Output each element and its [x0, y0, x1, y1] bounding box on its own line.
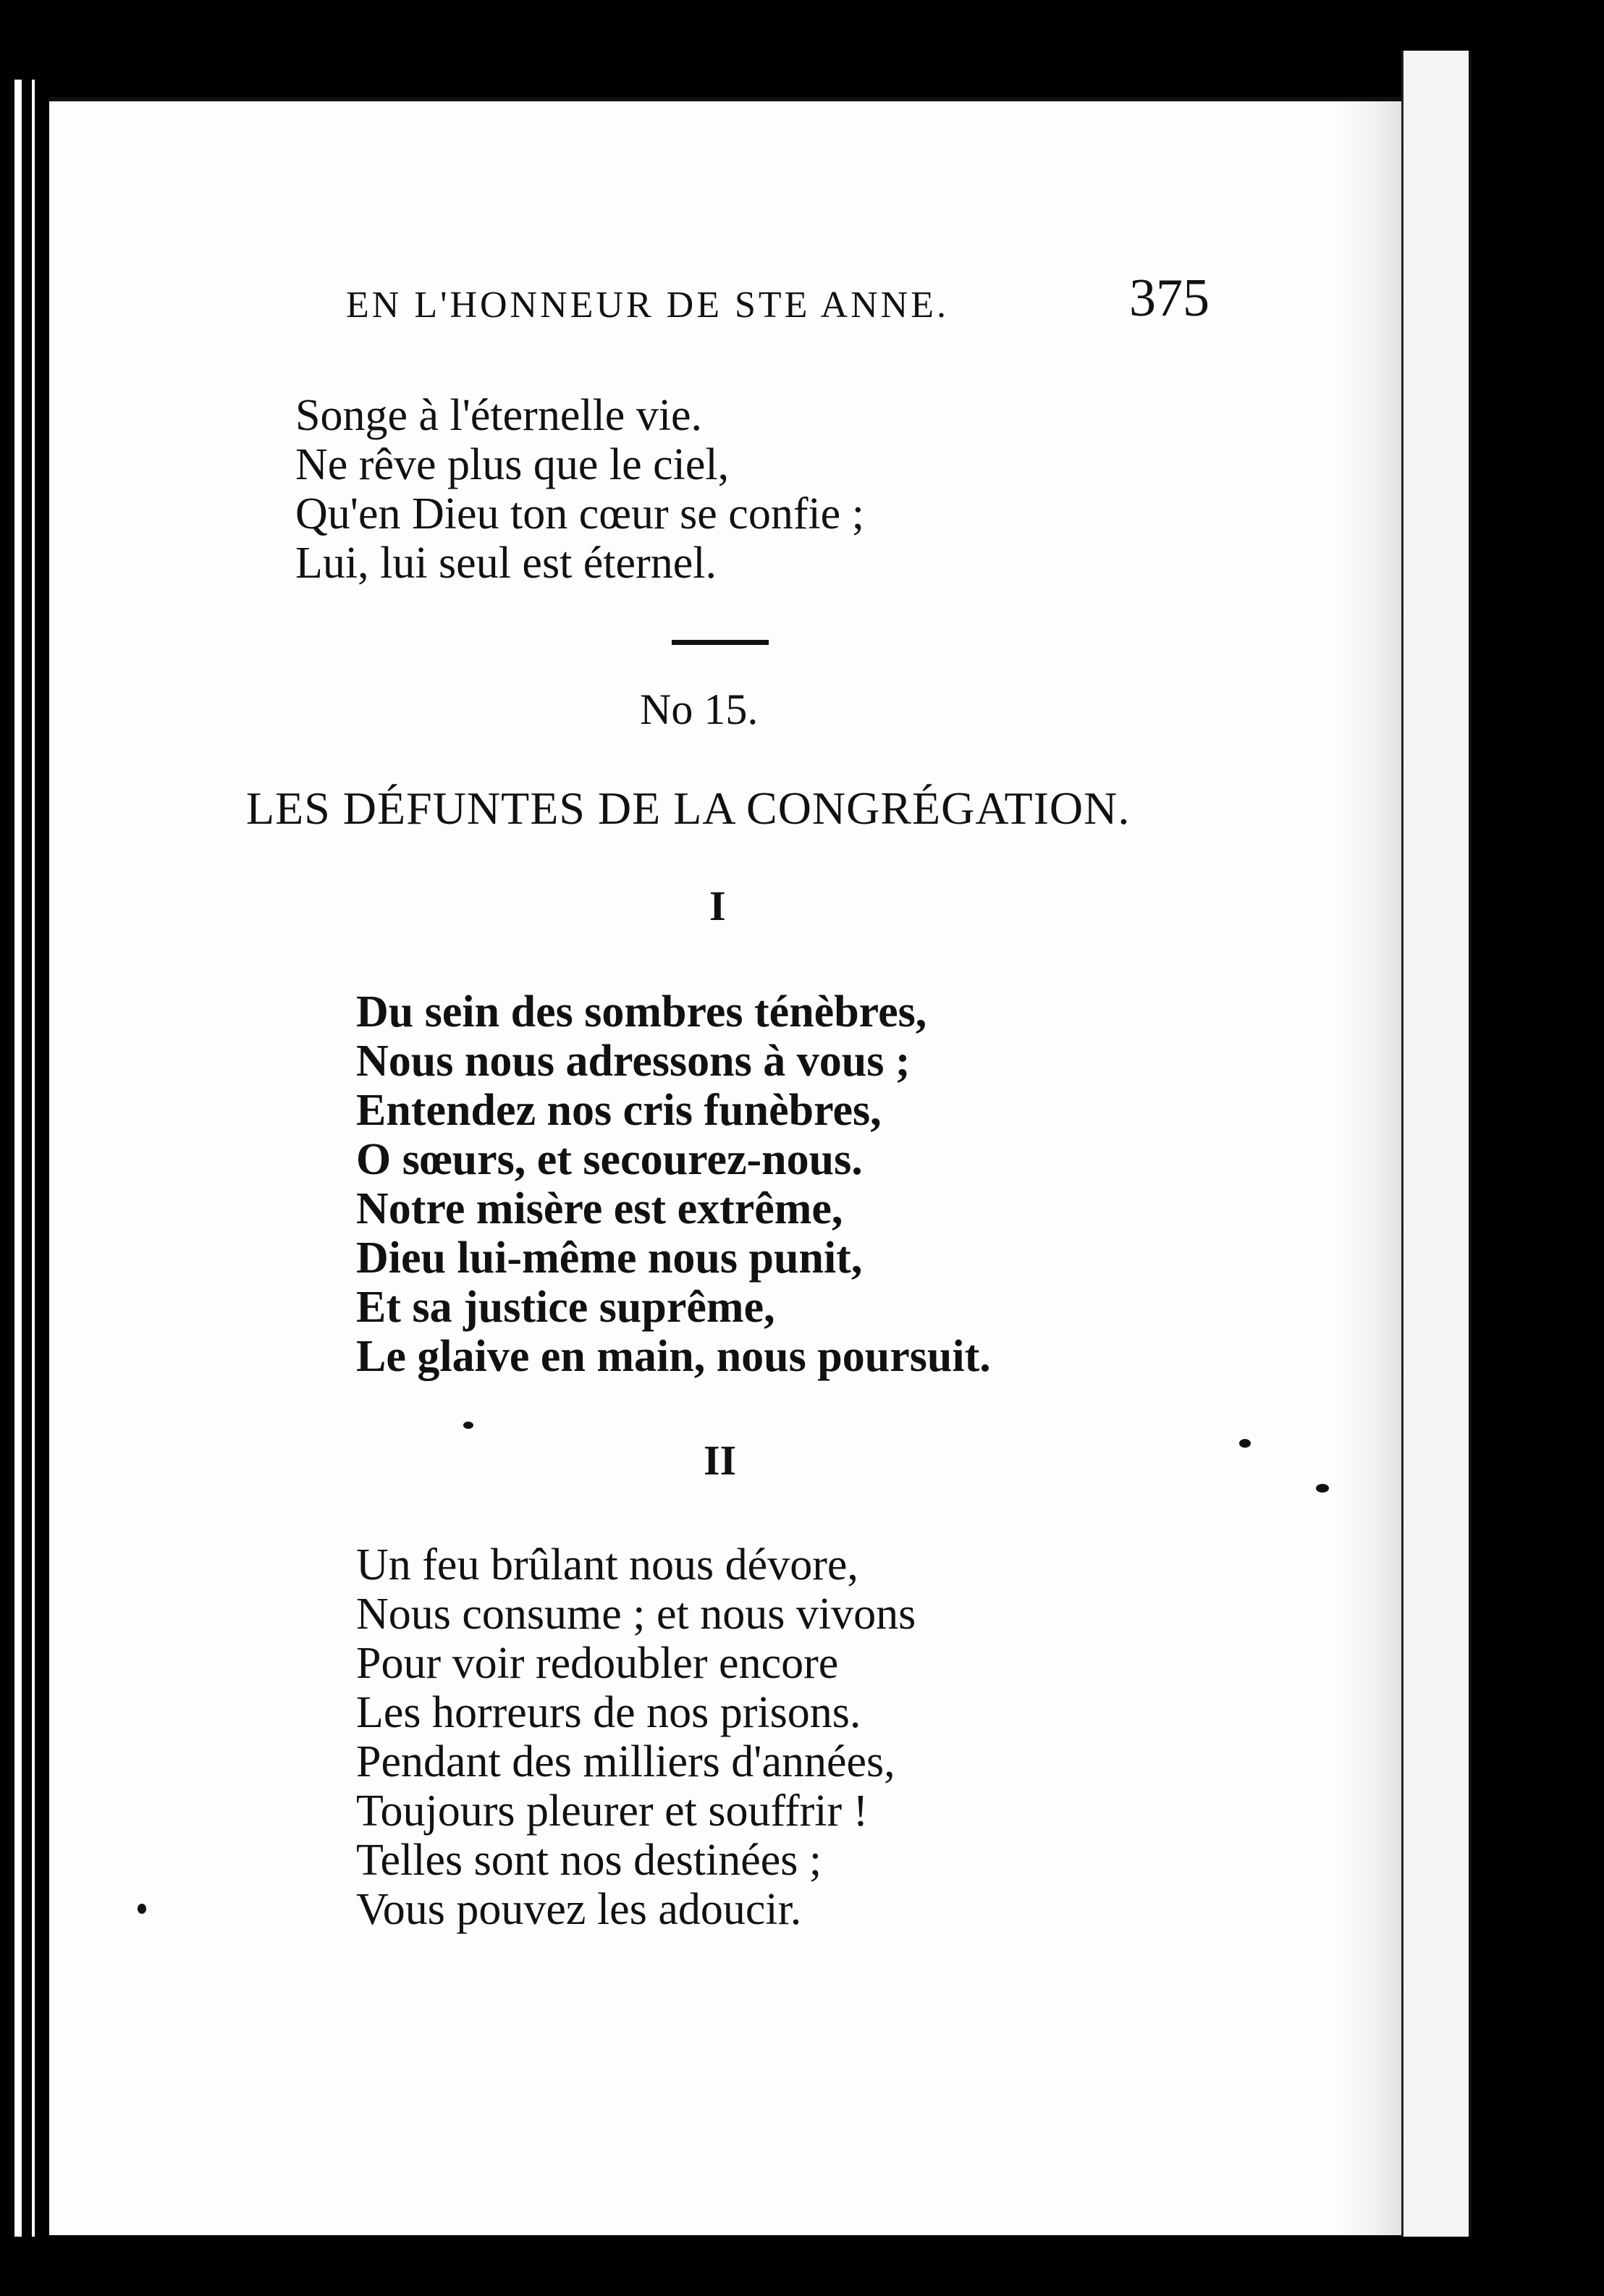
verse-line: Nous nous adressons à vous ; [356, 1037, 911, 1086]
verse-line: Le glaive en main, nous poursuit. [356, 1332, 991, 1381]
stanza-numeral: I [709, 882, 726, 929]
verse-line: Et sa justice suprême, [356, 1283, 775, 1332]
verse-line: Lui, lui seul est éternel. [295, 539, 717, 588]
running-head: EN L'HONNEUR DE STE ANNE. [346, 284, 949, 326]
verse-line: Dieu lui-même nous punit, [356, 1233, 863, 1283]
print-speck [138, 1904, 146, 1914]
page-number: 375 [1129, 269, 1210, 328]
verse-line: Songe à l'éternelle vie. [295, 391, 703, 440]
print-speck [463, 1422, 473, 1429]
print-speck [1316, 1484, 1329, 1493]
verse-line: Nous consume ; et nous vivons [356, 1590, 916, 1639]
book-spine-edge [14, 80, 22, 2237]
verse-line: Un feu brûlant nous dévore, [356, 1540, 858, 1590]
verse-line: Qu'en Dieu ton cœur se confie ; [295, 489, 864, 539]
hymn-title: LES DÉFUNTES DE LA CONGRÉGATION. [246, 782, 1131, 834]
verse-line: Toujours pleurer et souffrir ! [356, 1786, 869, 1836]
verse-line: Du sein des sombres ténèbres, [356, 987, 927, 1037]
verse-line: Pour voir redoubler encore [356, 1639, 839, 1688]
verse-line: Les horreurs de nos prisons. [356, 1688, 861, 1737]
stanza-one [356, 987, 991, 1381]
page-shading [1336, 101, 1401, 2235]
print-speck [1239, 1439, 1251, 1448]
stanza-two [356, 1540, 916, 1934]
verse-line: Notre misère est extrême, [356, 1184, 843, 1233]
verse-line: Vous pouvez les adoucir. [356, 1885, 802, 1934]
hymn-number: No 15. [640, 685, 759, 733]
opening-stanza [295, 391, 864, 588]
book-spine-edge-inner [32, 80, 35, 2237]
verse-line: Pendant des milliers d'années, [356, 1737, 895, 1786]
page-stack-edge [1401, 51, 1472, 2237]
verse-line: Entendez nos cris funèbres, [356, 1086, 882, 1135]
stanza-numeral: II [704, 1437, 737, 1484]
section-divider [672, 640, 769, 645]
verse-line: Ne rêve plus que le ciel, [295, 440, 730, 489]
verse-line: Telles sont nos destinées ; [356, 1836, 822, 1885]
verse-line: O sœurs, et secourez-nous. [356, 1135, 863, 1184]
